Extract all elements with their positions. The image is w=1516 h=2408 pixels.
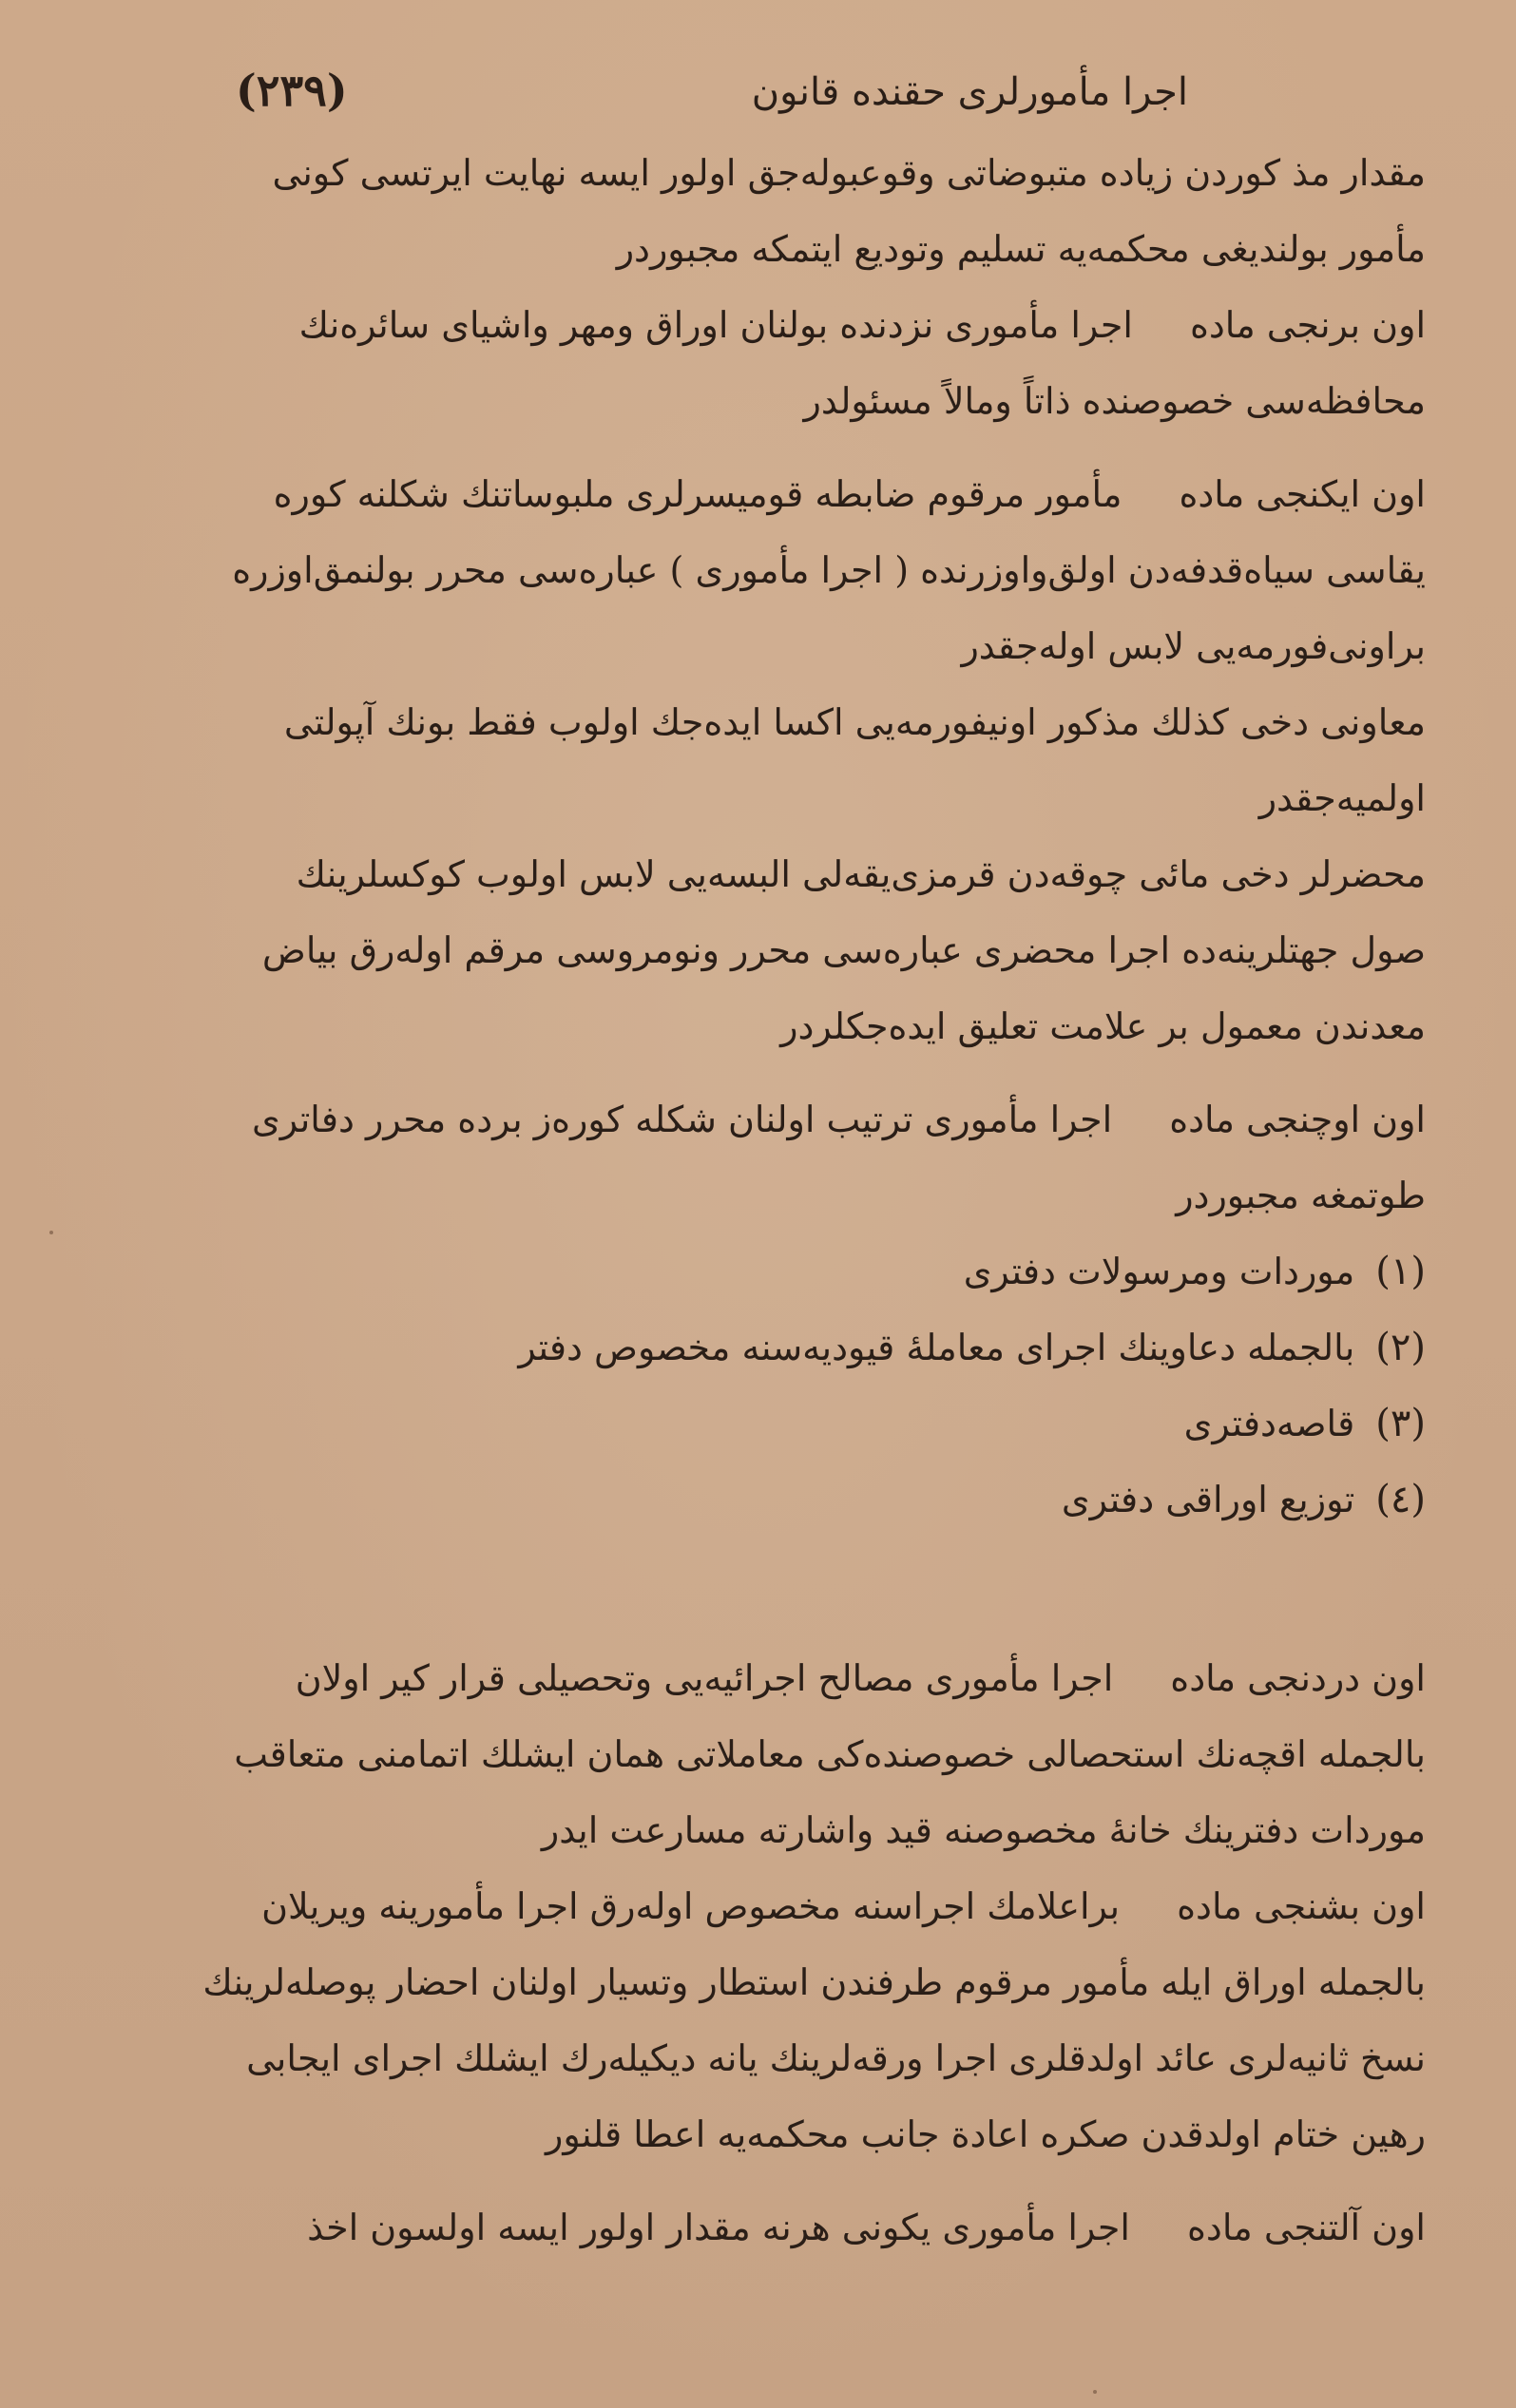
text-line: اجرا مأموری مصالح اجرائیه‌یی وتحصیلی قرار کیر اولان xyxy=(295,1657,1114,1699)
list-number: (١) xyxy=(1375,1250,1426,1293)
text-line: یقاسی سیاه‌قدفه‌دن اولق‌واوزرنده ( اجرا مأموری ) عباره‌سی محرر بولنمق‌اوزره xyxy=(232,549,1426,591)
text-line: معاونی دخی کذلك مذکور اونیفورمه‌یی اکسا ایده‌جك اولوب فقط بونك آپولتی xyxy=(283,701,1426,743)
article-16 xyxy=(200,2189,1426,2265)
paper-speck xyxy=(49,1231,53,1234)
article-14 xyxy=(200,1640,1426,1868)
article-heading: اون برنجی ماده xyxy=(1189,304,1426,346)
article-heading: اون دردنجی ماده xyxy=(1170,1657,1426,1699)
list-item xyxy=(200,1309,1426,1386)
text-line: اجرا مأموری یکونی هرنه مقدار اولور ایسه اولسون اخذ xyxy=(307,2207,1130,2248)
list-text: موردات ومرسولات دفتری xyxy=(963,1251,1355,1292)
paragraph xyxy=(200,135,1426,287)
text-line: بالجمله اوراق ایله مأمور مرقوم طرفندن استطار وتسیار اولنان احضار پوصله‌لرینك xyxy=(202,1961,1426,2003)
text-line: موردات دفترینك خانهٔ مخصوصنه قید واشارته مسارعت ایدر xyxy=(541,1809,1426,1851)
article-15 xyxy=(200,1868,1426,2172)
text-line: مقدار مذ کوردن زیاده متبوضاتی وقوعبوله‌جق اولور ایسه نهایت ایرتسی کونی xyxy=(272,152,1426,194)
list-number: (٤) xyxy=(1375,1478,1426,1521)
page-header xyxy=(228,65,1426,131)
text-line: اجرا مأموری ترتیب اولنان شکله کوره‌ز برده محرر دفاتری xyxy=(251,1099,1113,1140)
paragraph xyxy=(200,684,1426,836)
list-number: (٢) xyxy=(1375,1326,1426,1369)
register-list xyxy=(200,1233,1426,1538)
article-heading: اون آلتنجی ماده xyxy=(1186,2207,1426,2248)
list-item xyxy=(200,1386,1426,1462)
text-line: اجرا مأموری نزدنده بولنان اوراق ومهر واشیای سائره‌نك xyxy=(298,304,1133,346)
text-line: معدندن معمول بر علامت تعلیق ایده‌جکلردر xyxy=(780,1005,1426,1047)
text-line: محافظه‌سی خصوصنده ذاتاً ومالاً مسئولدر xyxy=(803,380,1426,422)
page-body xyxy=(200,135,1426,2265)
text-line: مأمور مرقوم ضابطه قومیسرلری ملبوساتنك شکلنه کوره xyxy=(273,473,1123,515)
text-line: براونی‌فورمه‌یی لابس اوله‌جقدر xyxy=(961,625,1426,667)
running-title: اجرا مأمورلری حقنده قانون xyxy=(751,70,1188,114)
list-text: بالجمله دعاوینك اجرای معامله‌ٔ قیودیه‌سنه مخصوص دفتر xyxy=(518,1327,1355,1368)
text-line: مأمور بولندیغی محکمه‌یه تسلیم وتودیع ایتمکه مجبوردر xyxy=(616,228,1426,270)
text-line: نسخ ثانیه‌لری عائد اولدقلری اجرا ورقه‌لرینك یانه دیکیله‌رك ایشلك اجرای ایجابی xyxy=(246,2037,1426,2079)
article-12 xyxy=(200,456,1426,684)
text-line: محضرلر دخی مائی چوقه‌دن قرمزی‌یقه‌لی البسه‌یی لابس اولوب کوکسلرینك xyxy=(296,853,1426,895)
text-line: اولمیه‌جقدر xyxy=(1258,777,1426,819)
text-line: طوتمغه مجبوردر xyxy=(1176,1175,1426,1216)
list-item xyxy=(200,1462,1426,1538)
text-line: صول جهتلرینه‌ده اجرا محضری عباره‌سی محرر ونومروسی مرقم اوله‌رق بیاض xyxy=(261,929,1426,971)
list-text: توزیع اوراقی دفتری xyxy=(1061,1479,1355,1520)
list-text: قاصه‌دفتری xyxy=(1183,1403,1355,1444)
article-heading: اون ایکنجی ماده xyxy=(1179,473,1426,515)
text-line: رهین ختام اولدقدن صکره اعادة جانب محکمه‌یه اعطا قلنور xyxy=(546,2113,1426,2155)
page-number: (٢٣٩) xyxy=(236,65,348,116)
list-item xyxy=(200,1233,1426,1309)
article-heading: اون بشنجی ماده xyxy=(1177,1885,1426,1927)
article-heading: اون اوچنجی ماده xyxy=(1169,1099,1426,1140)
article-13 xyxy=(200,1081,1426,1233)
text-line: براعلامك اجراسنه مخصوص اوله‌رق اجرا مأمورینه ویریلان xyxy=(261,1885,1121,1927)
paragraph xyxy=(200,836,1426,1064)
paper-speck xyxy=(1093,2390,1097,2394)
article-11 xyxy=(200,287,1426,439)
text-line: بالجمله اقچه‌نك استحصالی خصوصنده‌کی معاملاتی همان ایشلك اتمامنی متعاقب xyxy=(234,1733,1426,1775)
list-number: (٣) xyxy=(1375,1402,1426,1445)
